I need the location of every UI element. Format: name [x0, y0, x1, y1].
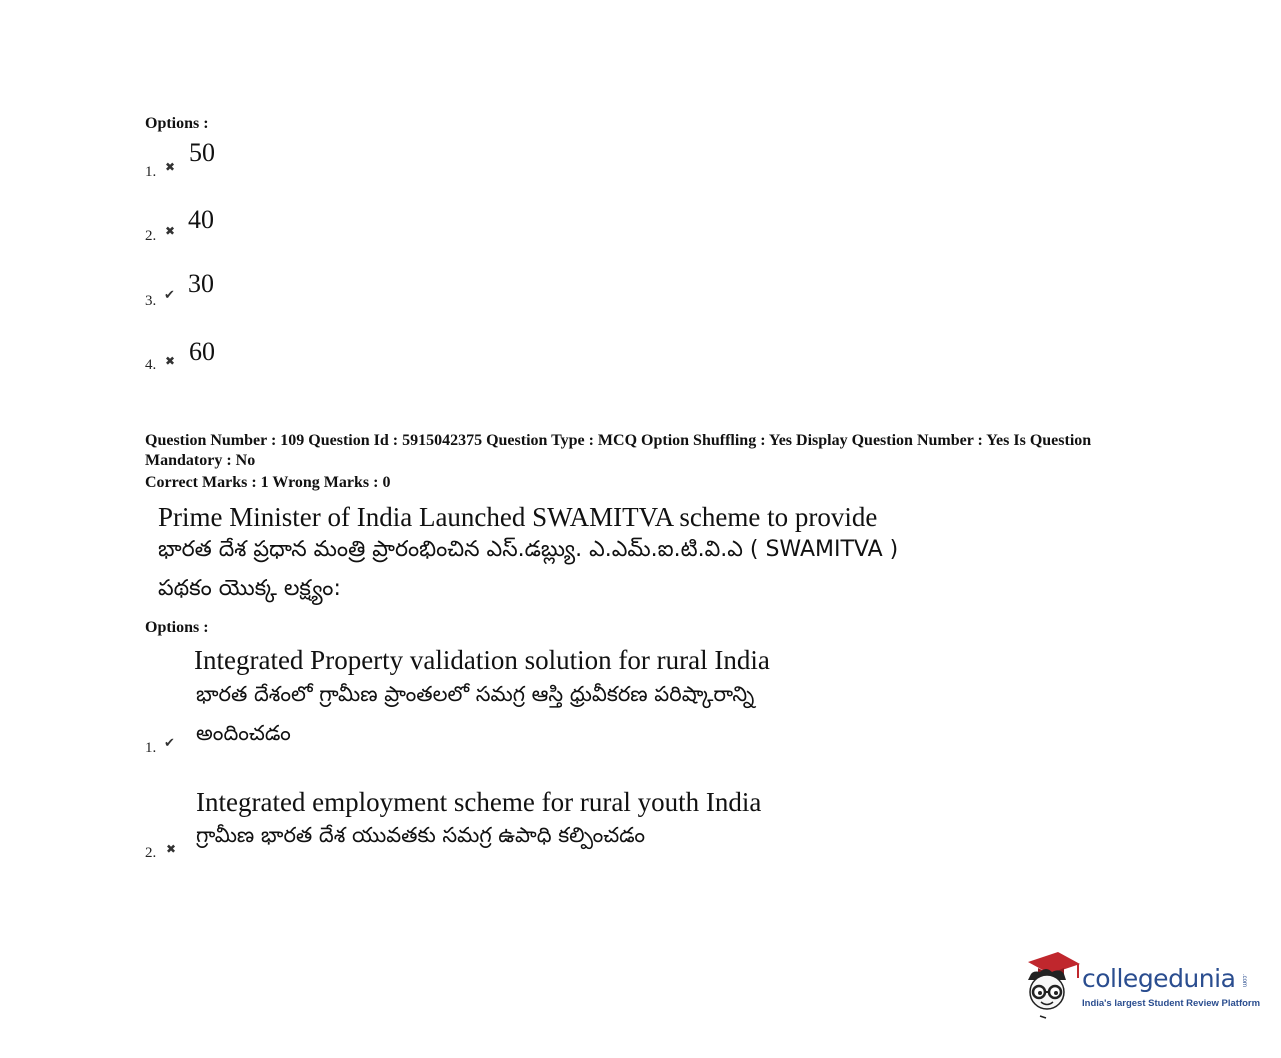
options-label: Options : [145, 619, 209, 636]
option-value: 60 [189, 337, 215, 366]
option-number: 1. [145, 164, 157, 180]
correct-mark-icon: ✔ [164, 288, 175, 303]
question-text-en: Prime Minister of India Launched SWAMITVA scheme to provide [158, 502, 878, 532]
option-number: 4. [145, 357, 157, 373]
collegedunia-logo [1020, 950, 1260, 1020]
question-text-te-line2: పథకం యొక్క లక్ష్యం: [158, 576, 341, 601]
option-value: 40 [188, 205, 214, 234]
correct-mark-icon: ✔ [164, 736, 175, 751]
answer-option-1 [145, 645, 905, 760]
question-meta: Question Number : 109 Question Id : 5915042375 Question Type : MCQ Option Shuffling : Yes Display Question Number : Yes Is Question Mandatory : No [145, 432, 1092, 469]
question-marks: Correct Marks : 1 Wrong Marks : 0 [145, 474, 391, 491]
question-text-te-line1: భారత దేశ ప్రధాన మంత్రి ప్రారంభించిన ఎస్.డబ్ల్యు. ఎ.ఎమ్.ఐ.టి.వి.ఎ ( SWAMITVA ) [158, 537, 899, 562]
option-number: 2. [145, 228, 157, 244]
option-value: 50 [189, 138, 215, 167]
answer-option-2 [145, 787, 905, 867]
option-text-te-line1: భారత దేశంలో గ్రామీణ ప్రాంతలలో సమగ్ర ఆస్తి ధ్రువీకరణ పరిష్కారాన్ని [196, 682, 755, 706]
logo-suffix: .com [1241, 974, 1247, 988]
option-text-te-line1: గ్రామీణ భారత దేశ యువతకు సమగ్ర ఉపాధి కల్పించడం [196, 823, 646, 847]
prev-options-label: Options : [145, 115, 209, 132]
option-text-en: Integrated employment scheme for rural youth India [196, 787, 762, 817]
option-number: 2. [145, 845, 157, 861]
option-text-en: Integrated Property validation solution for rural India [194, 645, 770, 675]
logo-wordmark: collegedunia [1082, 964, 1236, 993]
option-number: 3. [145, 293, 157, 309]
wrong-mark-icon: ✖ [166, 842, 177, 856]
wrong-mark-icon: ✖ [165, 354, 176, 368]
logo-tagline: India's largest Student Review Platform [1082, 998, 1261, 1009]
option-value: 30 [188, 269, 214, 298]
wrong-mark-icon: ✖ [165, 160, 176, 174]
option-number: 1. [145, 740, 157, 756]
wrong-mark-icon: ✖ [165, 224, 176, 238]
mascot-icon [1020, 950, 1082, 1022]
option-text-te-line2: అందించడం [196, 721, 291, 745]
